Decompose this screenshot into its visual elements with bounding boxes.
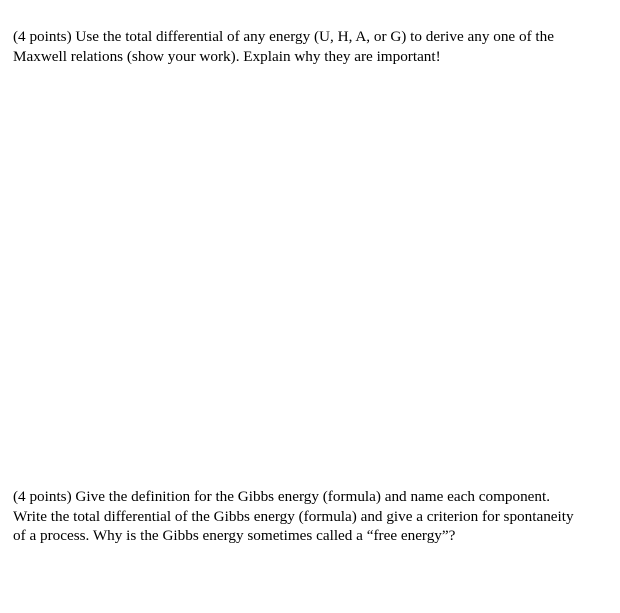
question-2-line-3: of a process. Why is the Gibbs energy sometimes called a “free energy”? [13,527,456,544]
question-1-line-1: (4 points) Use the total differential of any energy (U, H, A, or G) to derive any one of the [13,28,554,45]
question-1-line-2: Maxwell relations (show your work). Explain why they are important! [13,47,441,65]
question-1 [13,27,613,66]
question-2-line-2: Write the total differential of the Gibbs energy (formula) and give a criterion for spontaneity [13,507,574,525]
question-2 [13,487,613,546]
question-2-line-1: (4 points) Give the definition for the Gibbs energy (formula) and name each component. [13,488,551,505]
